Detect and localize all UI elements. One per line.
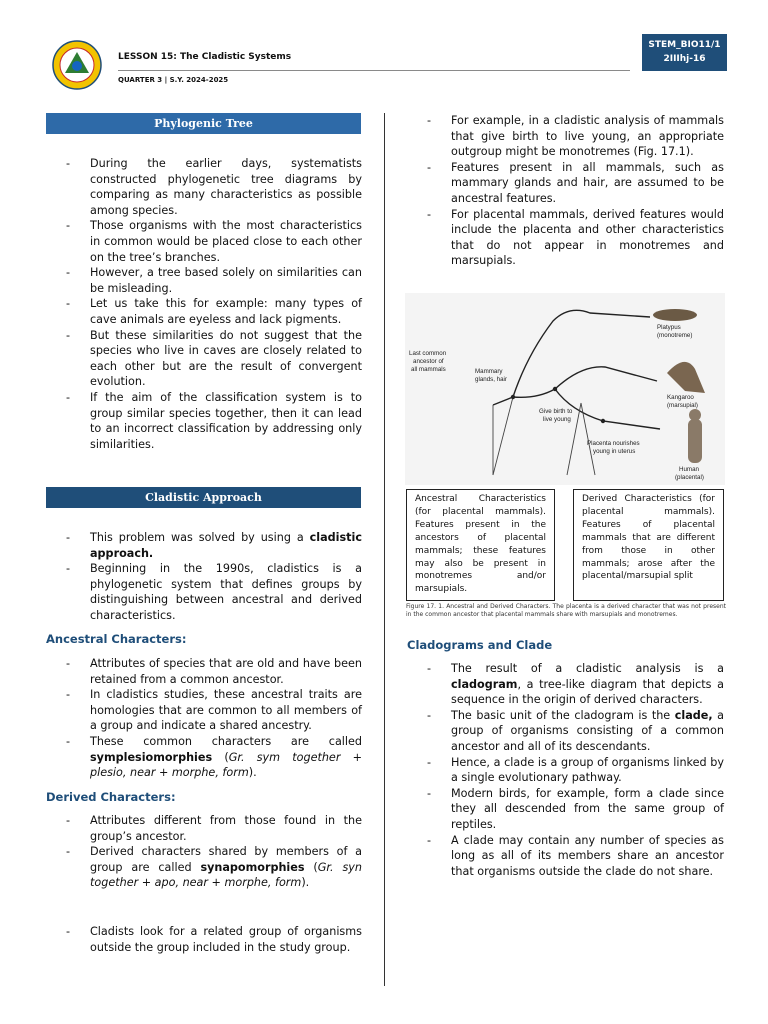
- text: The basic unit of the cladogram is the: [451, 708, 675, 722]
- cladistic-approach-title: Cladistic Approach: [46, 487, 361, 508]
- label-birth-1: Give birth to: [539, 408, 573, 415]
- header-rule: [118, 70, 630, 71]
- mammal-evolution-diagram: [405, 293, 725, 485]
- text: (: [212, 750, 229, 764]
- list-item: - Hence, a clade is a group of organisms linked by a single evolutionary pathway.: [407, 755, 724, 786]
- text: , a tree-like diagram that depicts a sequence in the origin of derived characters.: [451, 677, 724, 707]
- label-placenta-1: Placenta nourishes: [587, 440, 640, 447]
- bold-term: clade,: [674, 708, 713, 722]
- label-birth-2: live young: [543, 416, 571, 423]
- text: ).: [248, 766, 257, 780]
- phylogenic-tree-title: Phylogenic Tree: [46, 113, 361, 134]
- derived-list: [46, 813, 362, 891]
- label-ancestor-3: all mammals: [411, 366, 446, 373]
- cladograms-heading: Cladograms and Clade: [407, 638, 553, 652]
- text: a group of organisms consisting of a common ancestor and all of its descendants.: [451, 708, 724, 753]
- list-item: - Cladists look for a related group of organisms outside the group included in the study group.: [46, 924, 362, 955]
- label-platypus-1: Platypus: [657, 324, 681, 331]
- text: Derived characters shared by members of a group are called: [90, 845, 362, 874]
- list-item: - A clade may contain any number of species as long as all of its members share an ancestor that organisms outside the clade do not share.: [407, 833, 724, 880]
- list-item: - Features present in all mammals, such as mammary glands and hair, are assumed to be ancestral features.: [407, 160, 724, 207]
- list-item: [407, 708, 724, 755]
- bold-term: symplesiomorphies: [90, 750, 213, 764]
- label-placenta-2: young in uterus: [593, 448, 636, 455]
- label-kangaroo-1: Kangaroo: [667, 394, 694, 401]
- label-ancestor-2: ancestor of: [413, 358, 444, 365]
- list-item: [46, 844, 362, 891]
- list-item: - In cladistics studies, these ancestral traits are homologies that are common to all members of a group and indicate a shared ancestry.: [46, 687, 362, 734]
- figure-caption: Figure 17. 1. Ancestral and Derived Characters. The placenta is a derived character that was not present in the common ancestor that placental mammals share with marsupials and monotremes.: [406, 603, 726, 618]
- list-item: [46, 530, 362, 561]
- quarter-label: QUARTER 3 | S.Y. 2024-2025: [118, 76, 229, 84]
- label-mammary-1: Mammary: [475, 368, 503, 375]
- derived-characters-heading: Derived Characters:: [46, 790, 176, 804]
- column-divider: [384, 113, 385, 986]
- bold-term: synapomorphies: [200, 860, 305, 874]
- label-platypus-2: (monotreme): [657, 332, 693, 339]
- cladists-list: [46, 924, 362, 955]
- curriculum-code-line1: STEM_BIO11/1: [648, 40, 721, 50]
- derived-characteristics-box: Derived Characteristics (for placental mammals). Features of placental mammals that are different from those in other mammals; arose after the placental/marsupial split: [573, 489, 724, 601]
- text: The result of a cladistic analysis is a: [451, 662, 724, 675]
- etymology: Gr. syn together + apo, near + morphe, form: [90, 860, 362, 890]
- text: This problem was solved by using a: [90, 531, 310, 544]
- list-item: - If the aim of the classification system is to group similar species together, then it can lead to an incorrect classification by addressing only similarities.: [46, 390, 362, 452]
- cladistic-list: [46, 530, 362, 624]
- label-human-1: Human: [679, 466, 699, 473]
- phylogenic-list: [46, 156, 362, 452]
- lesson-title: LESSON 15: The Cladistic Systems: [118, 52, 292, 62]
- curriculum-code-badge: [642, 34, 727, 71]
- list-item: - For example, in a cladistic analysis of mammals that give birth to live young, an appropriate outgroup might be monotremes (Fig. 17.1).: [407, 113, 724, 160]
- list-item: - Attributes different from those found in the group’s ancestor.: [46, 813, 362, 844]
- list-item: - Beginning in the 1990s, cladistics is a phylogenetic system that defines groups by distinguishing between ancestral and derived characteristics.: [46, 561, 362, 623]
- list-item: - But these similarities do not suggest that the species who live in caves are closely related to each other but are the result of convergent evolution.: [46, 328, 362, 390]
- etymology: Gr. sym together + plesio, near + morphe, form: [90, 750, 362, 780]
- curriculum-code-line2: 2IIIhj-16: [663, 54, 706, 64]
- label-ancestor-1: Last common: [409, 350, 447, 357]
- list-item: - Let us take this for example: many types of cave animals are eyeless and lack pigments.: [46, 296, 362, 327]
- list-item: - However, a tree based solely on similarities can be misleading.: [46, 265, 362, 296]
- list-item: - Attributes of species that are old and have been retained from a common ancestor.: [46, 656, 362, 687]
- list-item: - Those organisms with the most characteristics in common would be placed close to each other on the tree’s branches.: [46, 218, 362, 265]
- ancestral-list: [46, 656, 362, 781]
- label-human-2: (placental): [675, 474, 704, 481]
- bold-term: cladistic approach.: [90, 531, 362, 560]
- list-item: [407, 661, 724, 708]
- label-mammary-2: glands, hair: [475, 376, 507, 383]
- label-kangaroo-2: (marsupial): [667, 402, 698, 409]
- bold-term: cladogram: [451, 677, 518, 691]
- list-item: [46, 734, 362, 781]
- text: ).: [301, 876, 310, 890]
- list-item: - During the earlier days, systematists constructed phylogenetic tree diagrams by comparing as many characteristics as possible among species.: [46, 156, 362, 218]
- cladograms-list: [407, 661, 724, 879]
- text: (: [304, 860, 318, 874]
- ancestral-characteristics-box: Ancestral Characteristics (for placental mammals). Features present in the ancestors of placental mammals; these features may also be present in monotremes and/or marsupials.: [406, 489, 555, 601]
- list-item: - Modern birds, for example, form a clade since they all descended from the same group of reptiles.: [407, 786, 724, 833]
- ancestral-characters-heading: Ancestral Characters:: [46, 632, 187, 646]
- text: These common characters are called: [90, 734, 362, 748]
- intro-list: [407, 113, 724, 269]
- list-item: - For placental mammals, derived features would include the placenta and other characteristics that do not appear in monotremes and marsupials.: [407, 207, 724, 269]
- school-seal-logo: [52, 40, 102, 90]
